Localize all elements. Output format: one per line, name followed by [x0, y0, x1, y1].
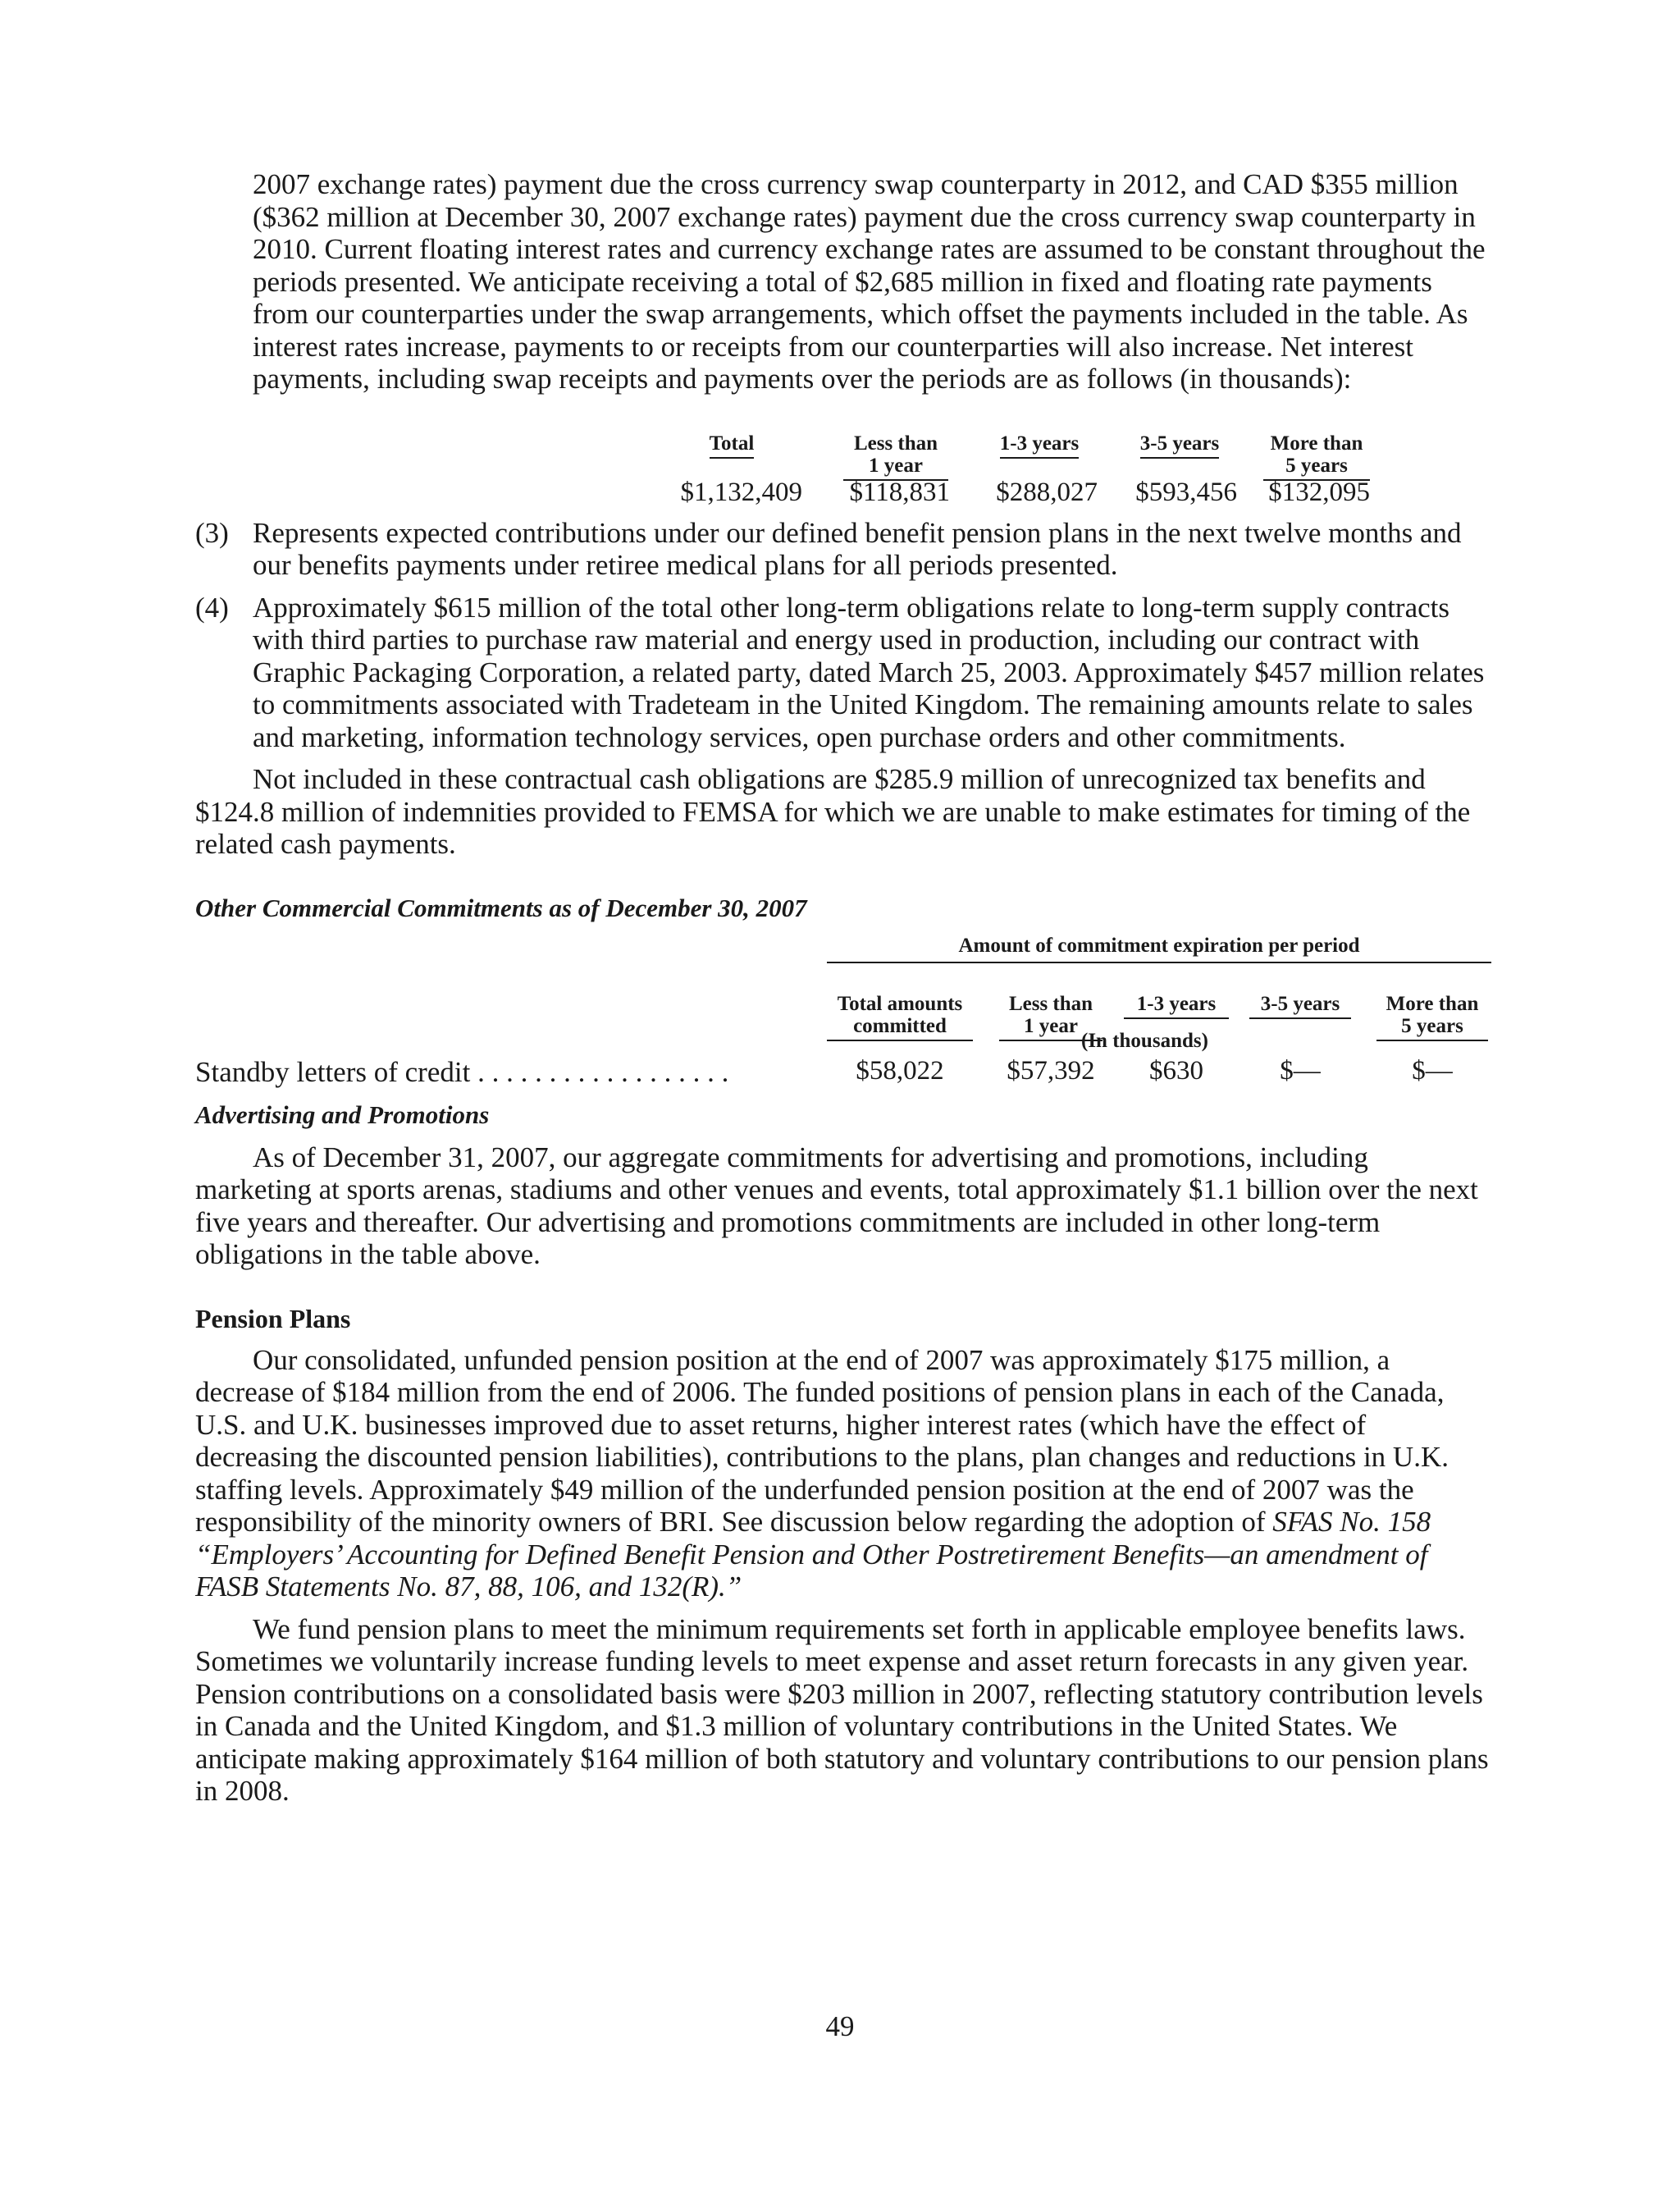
col-header-total-committed: Total amounts committed	[827, 971, 973, 1063]
commitments-table	[195, 934, 1491, 1088]
value-more-than-5-years: $—	[1412, 1055, 1453, 1086]
value-3-5-years: $—	[1280, 1055, 1321, 1086]
col-header-3-5-years: 3-5 years	[1122, 432, 1237, 455]
value-more-than-5-years: $132,095	[1268, 477, 1370, 507]
units-label: (In thousands)	[1081, 1029, 1208, 1052]
col-header-1-3-years: 1-3 years	[1124, 993, 1229, 1019]
pension-heading: Pension Plans	[195, 1303, 351, 1333]
not-included-paragraph: Not included in these contractual cash obligations are $285.9 million of unrecognized tax benefits and $124.8 million of indemnities provided to FEMSA for which we are unable to make estimates for timing of the related cash payments.	[195, 763, 1471, 860]
footnote-4: (4) Approximately $615 million of the total other long-term obligations relate to long-term supply contracts with third parties to purchase raw material and energy used in production, including our contract with Graphic Packaging Corporation, a related party, dated March 25, 2003. Approximately $457 million relates to commitments associated with Tradeteam in the United Kingdom. The remaining amounts relate to sales and marketing, information technology services, open purchase orders and other commitments.	[195, 591, 1485, 753]
intro-paragraph: 2007 exchange rates) payment due the cross currency swap counterparty in 2012, and CAD $355 million ($362 million at December 30, 2007 exchange rates) payment due the cross currency swap counterparty in 2010. Current floating interest rates and currency exchange rates are assumed to be constant throughout the periods presented. We anticipate receiving a total of $2,685 million in fixed and floating rate payments from our counterparties under the swap arrangements, which offset the payments included in the table. As interest rates increase, payments to or receipts from our counterparties will also increase. Net interest payments, including swap receipts and payments over the periods are as follows (in thousands):	[253, 168, 1486, 395]
col-header-3-5-years: 3-5 years	[1249, 993, 1351, 1019]
col-header-more-than-5-years: More than 5 years	[1376, 971, 1488, 1063]
value-1-3-years: $288,027	[996, 477, 1098, 507]
standby-letters-label: Standby letters of credit . . . . . . . . . . . . . . . . . .	[195, 1055, 729, 1088]
col-header-less-than-1-year: Less than 1 year	[999, 971, 1102, 1063]
col-header-less-than-1-year: Less than 1 year	[843, 410, 948, 503]
value-3-5-years: $593,456	[1135, 477, 1237, 507]
col-header-1-3-years: 1-3 years	[983, 432, 1096, 455]
advertising-heading: Advertising and Promotions	[195, 1100, 490, 1129]
pension-paragraph-1: Our consolidated, unfunded pension position at the end of 2007 was approximately $175 million, a decrease of $184 million from the end of 2006. The funded positions of pension plans in each of the Canada, U.S. and U.K. businesses improved due to asset returns, higher interest rates (which have the effect of decreasing the discounted pension liabilities), contributions to the plans, plan changes and reductions in U.K. staffing levels. Approximately $49 million of the underfunded pension position at the end of 2007 was the responsibility of the minority owners of BRI. See discussion below regarding the adoption of SFAS No. 158 “Employers’ Accounting for Defined Benefit Pension and Other Postretirement Benefits—an amendment of FASB Statements No. 87, 88, 106, and 132(R).”	[195, 1343, 1449, 1602]
value-less-than-1-year: $118,831	[849, 477, 950, 507]
value-1-3-years: $630	[1149, 1055, 1203, 1086]
footnote-3: (3) Represents expected contributions under our defined benefit pension plans in the next twelve months and our benefits payments under retiree medical plans for all periods presented.	[195, 516, 1462, 581]
span-header: Amount of commitment expiration per period	[827, 935, 1491, 963]
value-total-committed: $58,022	[856, 1055, 944, 1086]
pension-paragraph-2: We fund pension plans to meet the minimum requirements set forth in applicable employee benefits laws. Sometimes we voluntarily increase funding levels to meet expense and asset return forecasts in any given year. Pension contributions on a consolidated basis were $203 million in 2007, reflecting statutory contribution levels in Canada and the United Kingdom, and $1.3 million of voluntary contributions in the United States. We anticipate making approximately $164 million of both statutory and voluntary contributions to our pension plans in 2008.	[195, 1612, 1489, 1807]
advertising-paragraph: As of December 31, 2007, our aggregate commitments for advertising and promotions, including marketing at sports arenas, stadiums and other venues and events, total approximately $1.1 billion over the next five years and thereafter. Our advertising and promotions commitments are included in other long-term obligations in the table above.	[195, 1141, 1478, 1270]
value-total: $1,132,409	[680, 477, 802, 507]
value-less-than-1-year: $57,392	[1007, 1055, 1095, 1086]
col-header-total: Total	[663, 432, 801, 455]
col-header-more-than-5-years: More than 5 years	[1263, 410, 1370, 503]
page-content	[195, 168, 1491, 1808]
interest-payments-table	[195, 410, 1491, 507]
page-number: 49	[825, 2010, 855, 2042]
commitments-heading: Other Commercial Commitments as of December 30, 2007	[195, 893, 807, 922]
